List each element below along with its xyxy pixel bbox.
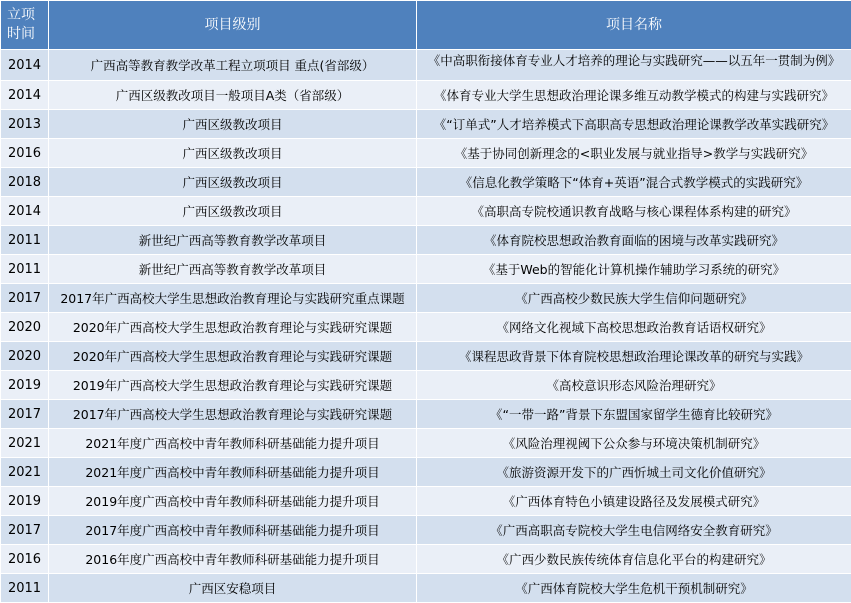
cell-year: 2018 <box>1 168 49 197</box>
cell-year: 2020 <box>1 313 49 342</box>
cell-level: 广西区级教改项目一般项目A类（省部级） <box>49 81 417 110</box>
cell-name: 《体育院校思想政治教育面临的困境与改革实践研究》 <box>417 226 851 255</box>
cell-name: 《高校意识形态风险治理研究》 <box>417 371 851 400</box>
cell-year: 2013 <box>1 110 49 139</box>
header-year <box>1 1 49 50</box>
table-row <box>1 255 851 284</box>
cell-name: 《广西体育院校大学生危机干预机制研究》 <box>417 574 851 603</box>
table-row <box>1 81 851 110</box>
header-level: 项目级别 <box>49 1 417 50</box>
table-row <box>1 313 851 342</box>
cell-name: 《体育专业大学生思想政治理论课多维互动教学模式的构建与实践研究》 <box>417 81 851 110</box>
cell-name: 《课程思政背景下体育院校思想政治理论课改革的研究与实践》 <box>417 342 851 371</box>
cell-year: 2019 <box>1 487 49 516</box>
cell-name: 《广西高校少数民族大学生信仰问题研究》 <box>417 284 851 313</box>
cell-year: 2011 <box>1 226 49 255</box>
cell-year: 2019 <box>1 371 49 400</box>
cell-level: 2019年广西高校大学生思想政治教育理论与实践研究课题 <box>49 371 417 400</box>
cell-level: 2021年度广西高校中青年教师科研基础能力提升项目 <box>49 429 417 458</box>
cell-year: 2016 <box>1 545 49 574</box>
cell-name: 《风险治理视阈下公众参与环境决策机制研究》 <box>417 429 851 458</box>
table-row <box>1 371 851 400</box>
cell-level: 2020年广西高校大学生思想政治教育理论与实践研究课题 <box>49 313 417 342</box>
cell-level: 2019年度广西高校中青年教师科研基础能力提升项目 <box>49 487 417 516</box>
cell-name: 《信息化教学策略下“体育+英语”混合式教学模式的实践研究》 <box>417 168 851 197</box>
cell-level: 2017年广西高校大学生思想政治教育理论与实践研究课题 <box>49 400 417 429</box>
cell-year: 2021 <box>1 429 49 458</box>
cell-year: 2014 <box>1 50 49 81</box>
cell-level: 广西区级教改项目 <box>49 168 417 197</box>
header-name: 项目名称 <box>417 1 851 50</box>
table-row <box>1 574 851 603</box>
cell-name: 《“订单式”人才培养模式下高职高专思想政治理论课教学改革实践研究》 <box>417 110 851 139</box>
table-row <box>1 284 851 313</box>
cell-level: 2017年度广西高校中青年教师科研基础能力提升项目 <box>49 516 417 545</box>
cell-year: 2011 <box>1 255 49 284</box>
cell-name: 《广西高职高专院校大学生电信网络安全教育研究》 <box>417 516 851 545</box>
cell-level: 新世纪广西高等教育教学改革项目 <box>49 255 417 284</box>
cell-level: 广西区安稳项目 <box>49 574 417 603</box>
cell-name: 《“一带一路”背景下东盟国家留学生德育比较研究》 <box>417 400 851 429</box>
table-row <box>1 50 851 81</box>
cell-name: 《旅游资源开发下的广西忻城土司文化价值研究》 <box>417 458 851 487</box>
cell-name: 《基于Web的智能化计算机操作辅助学习系统的研究》 <box>417 255 851 284</box>
header-year-line2: 时间 <box>7 26 35 42</box>
cell-level: 2016年度广西高校中青年教师科研基础能力提升项目 <box>49 545 417 574</box>
cell-year: 2017 <box>1 400 49 429</box>
table-row <box>1 429 851 458</box>
cell-year: 2017 <box>1 516 49 545</box>
table-row <box>1 516 851 545</box>
cell-name: 《高职高专院校通识教育战略与核心课程体系构建的研究》 <box>417 197 851 226</box>
header-year-line1: 立项 <box>7 7 35 23</box>
table-row <box>1 110 851 139</box>
cell-level: 2020年广西高校大学生思想政治教育理论与实践研究课题 <box>49 342 417 371</box>
cell-year: 2017 <box>1 284 49 313</box>
cell-level: 广西区级教改项目 <box>49 110 417 139</box>
table-row <box>1 545 851 574</box>
table-row <box>1 168 851 197</box>
cell-level: 2017年广西高校大学生思想政治教育理论与实践研究重点课题 <box>49 284 417 313</box>
table-row <box>1 139 851 168</box>
cell-name: 《广西少数民族传统体育信息化平台的构建研究》 <box>417 545 851 574</box>
table-row <box>1 226 851 255</box>
cell-year: 2014 <box>1 197 49 226</box>
table-row <box>1 458 851 487</box>
cell-level: 广西高等教育教学改革工程立项项目 重点(省部级） <box>49 50 417 81</box>
cell-level: 2021年度广西高校中青年教师科研基础能力提升项目 <box>49 458 417 487</box>
table-row <box>1 342 851 371</box>
table-row <box>1 197 851 226</box>
cell-level: 新世纪广西高等教育教学改革项目 <box>49 226 417 255</box>
cell-year: 2021 <box>1 458 49 487</box>
cell-year: 2020 <box>1 342 49 371</box>
cell-year: 2014 <box>1 81 49 110</box>
cell-level: 广西区级教改项目 <box>49 197 417 226</box>
cell-year: 2011 <box>1 574 49 603</box>
cell-year: 2016 <box>1 139 49 168</box>
cell-level: 广西区级教改项目 <box>49 139 417 168</box>
cell-name: 《广西体育特色小镇建设路径及发展模式研究》 <box>417 487 851 516</box>
cell-name: 《中高职衔接体育专业人才培养的理论与实践研究——以五年一贯制为例》 <box>417 50 851 81</box>
table-row <box>1 400 851 429</box>
header-row <box>1 1 851 50</box>
cell-name: 《网络文化视域下高校思想政治教育话语权研究》 <box>417 313 851 342</box>
table-row <box>1 487 851 516</box>
cell-name: 《基于协同创新理念的<职业发展与就业指导>教学与实践研究》 <box>417 139 851 168</box>
